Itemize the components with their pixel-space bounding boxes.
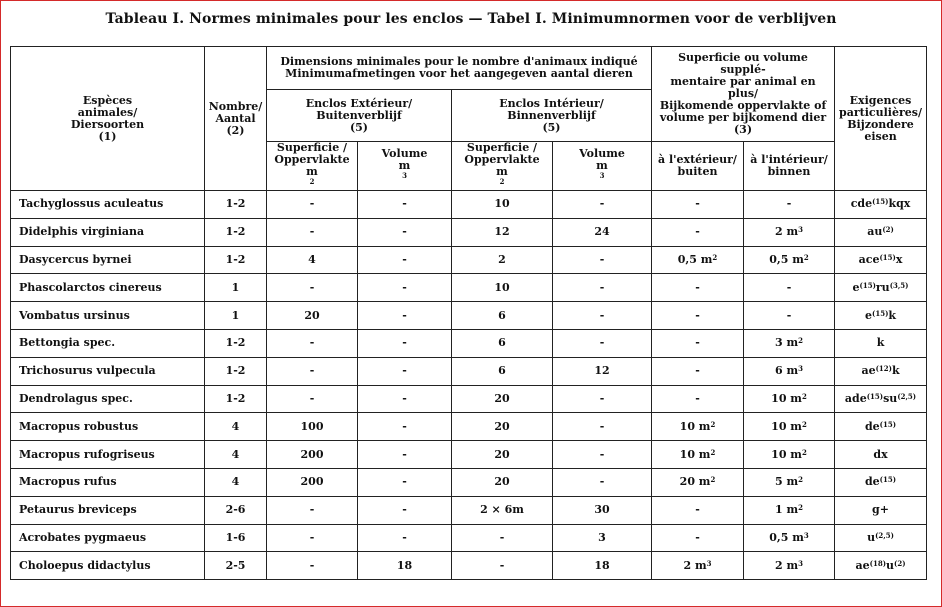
outdoor-volume-value: -: [358, 329, 452, 357]
species-name: Tachyglossus aculeatus: [11, 191, 205, 219]
animal-count: 1-2: [205, 246, 267, 274]
table-row: [11, 441, 927, 469]
indoor-volume-value: -: [553, 385, 652, 413]
outdoor-surface-value: 4: [267, 246, 358, 274]
animal-count: 1-2: [205, 329, 267, 357]
outdoor-volume-value: -: [358, 274, 452, 302]
requirements-code: k: [835, 329, 927, 357]
outdoor-surface-value: -: [267, 496, 358, 524]
indoor-surface-value: -: [452, 552, 553, 580]
indoor-volume-value: -: [553, 191, 652, 219]
outdoor-surface-value: -: [267, 329, 358, 357]
table-row: [11, 552, 927, 580]
extra-inside-value: 10 $m^2$: [744, 385, 835, 413]
header-requirements: Exigences particulières/ Bijzondere eisen: [835, 47, 927, 191]
table-row: [11, 357, 927, 385]
table-row: [11, 468, 927, 496]
outdoor-surface-value: -: [267, 385, 358, 413]
indoor-surface-value: 20: [452, 385, 553, 413]
extra-inside-value: -: [744, 302, 835, 330]
outdoor-surface-value: -: [267, 524, 358, 552]
indoor-volume-value: 24: [553, 218, 652, 246]
requirements-code: de$^{(15)}$: [835, 468, 927, 496]
requirements-code: ae$^{(12)}$k: [835, 357, 927, 385]
requirements-code: ace$^{(15)}$x: [835, 246, 927, 274]
animal-count: 2-5: [205, 552, 267, 580]
header-species: Espèces animales/ Diersoorten (1): [11, 47, 205, 191]
animal-count: 1-2: [205, 357, 267, 385]
outdoor-surface-value: 100: [267, 413, 358, 441]
indoor-volume-value: -: [553, 302, 652, 330]
animal-count: 1-6: [205, 524, 267, 552]
animal-count: 1: [205, 274, 267, 302]
table-row: [11, 385, 927, 413]
indoor-surface-value: 20: [452, 441, 553, 469]
header-outdoor-surface: Superficie / Oppervlakte m $^2$: [267, 142, 358, 191]
table-row: [11, 496, 927, 524]
species-name: Vombatus ursinus: [11, 302, 205, 330]
indoor-surface-value: 12: [452, 218, 553, 246]
header-count: Nombre/ Aantal (2): [205, 47, 267, 191]
extra-outside-value: 10 $m^2$: [652, 441, 744, 469]
species-name: Dasycercus byrnei: [11, 246, 205, 274]
table-row: [11, 246, 927, 274]
requirements-code: ae$^{(18)}$u$^{(2)}$: [835, 552, 927, 580]
indoor-volume-value: 18: [553, 552, 652, 580]
extra-inside-value: 5 $m^2$: [744, 468, 835, 496]
header-extra-per-animal: Superficie ou volume supplé- mentaire par animal en plus/ Bijkomende oppervlakte of volume per bijkomend dier (3): [652, 47, 835, 142]
species-name: Macropus rufus: [11, 468, 205, 496]
indoor-volume-value: 3: [553, 524, 652, 552]
header-extra-outside: à l'extérieur/ buiten: [652, 142, 744, 191]
animal-count: 1-2: [205, 218, 267, 246]
outdoor-volume-value: -: [358, 191, 452, 219]
indoor-volume-value: 12: [553, 357, 652, 385]
indoor-surface-value: 10: [452, 274, 553, 302]
table-row: [11, 524, 927, 552]
requirements-code: ade$^{(15)}$su$^{(2,5)}$: [835, 385, 927, 413]
species-name: Dendrolagus spec.: [11, 385, 205, 413]
extra-inside-value: -: [744, 191, 835, 219]
outdoor-volume-value: -: [358, 218, 452, 246]
extra-outside-value: -: [652, 496, 744, 524]
header-extra-inside: à l'intérieur/ binnen: [744, 142, 835, 191]
table-row: [11, 413, 927, 441]
outdoor-volume-value: -: [358, 496, 452, 524]
indoor-surface-value: 20: [452, 468, 553, 496]
requirements-code: g+: [835, 496, 927, 524]
extra-inside-value: 1 $m^2$: [744, 496, 835, 524]
animal-count: 2-6: [205, 496, 267, 524]
table-row: [11, 218, 927, 246]
extra-inside-value: -: [744, 274, 835, 302]
requirements-code: au$^{(2)}$: [835, 218, 927, 246]
table-row: [11, 329, 927, 357]
extra-inside-value: 10 $m^2$: [744, 413, 835, 441]
indoor-volume-value: 30: [553, 496, 652, 524]
outdoor-volume-value: -: [358, 413, 452, 441]
species-name: Macropus robustus: [11, 413, 205, 441]
species-name: Bettongia spec.: [11, 329, 205, 357]
animal-count: 4: [205, 413, 267, 441]
indoor-surface-value: -: [452, 524, 553, 552]
requirements-code: u$^{(2,5)}$: [835, 524, 927, 552]
table-row: [11, 274, 927, 302]
extra-outside-value: -: [652, 385, 744, 413]
species-name: Didelphis virginiana: [11, 218, 205, 246]
indoor-volume-value: -: [553, 274, 652, 302]
outdoor-volume-value: -: [358, 246, 452, 274]
extra-inside-value: 3 $m^2$: [744, 329, 835, 357]
extra-outside-value: -: [652, 191, 744, 219]
indoor-volume-value: -: [553, 246, 652, 274]
species-name: Macropus rufogriseus: [11, 441, 205, 469]
requirements-code: cde$^{(15)}$kqx: [835, 191, 927, 219]
extra-outside-value: -: [652, 302, 744, 330]
outdoor-volume-value: -: [358, 385, 452, 413]
indoor-volume-value: -: [553, 441, 652, 469]
header-indoor-volume: Volume m $^3$: [553, 142, 652, 191]
header-indoor-enclosure: Enclos Intérieur/ Binnenverblijf (5): [452, 90, 652, 142]
indoor-surface-value: 20: [452, 413, 553, 441]
extra-outside-value: -: [652, 524, 744, 552]
indoor-volume-value: -: [553, 329, 652, 357]
header-indoor-surface: Superficie / Oppervlakte m $^2$: [452, 142, 553, 191]
outdoor-volume-value: -: [358, 468, 452, 496]
extra-inside-value: 10 $m^2$: [744, 441, 835, 469]
extra-inside-value: 6 $m^3$: [744, 357, 835, 385]
outdoor-surface-value: 200: [267, 441, 358, 469]
requirements-code: e$^{(15)}$ru$^{(3,5)}$: [835, 274, 927, 302]
header-outdoor-volume: Volume m $^3$: [358, 142, 452, 191]
requirements-code: e$^{(15)}$k: [835, 302, 927, 330]
outdoor-surface-value: -: [267, 552, 358, 580]
indoor-surface-value: 6: [452, 302, 553, 330]
extra-outside-value: 0,5 $m^2$: [652, 246, 744, 274]
species-name: Trichosurus vulpecula: [11, 357, 205, 385]
extra-outside-value: 10 $m^2$: [652, 413, 744, 441]
outdoor-surface-value: 200: [267, 468, 358, 496]
table-title: Tableau I. Normes minimales pour les enclos — Tabel I. Minimumnormen voor de verblijven: [105, 11, 837, 27]
indoor-surface-value: 2 × 6m: [452, 496, 553, 524]
extra-inside-value: 0,5 $m^2$: [744, 246, 835, 274]
outdoor-surface-value: -: [267, 191, 358, 219]
extra-inside-value: 2 $m^3$: [744, 218, 835, 246]
table-row: [11, 191, 927, 219]
species-name: Acrobates pygmaeus: [11, 524, 205, 552]
outdoor-surface-value: 20: [267, 302, 358, 330]
indoor-volume-value: -: [553, 468, 652, 496]
extra-outside-value: 20 $m^2$: [652, 468, 744, 496]
outdoor-surface-value: -: [267, 218, 358, 246]
outdoor-volume-value: -: [358, 302, 452, 330]
extra-outside-value: -: [652, 329, 744, 357]
table-body: [11, 191, 927, 580]
extra-outside-value: 2 $m^3$: [652, 552, 744, 580]
animal-count: 4: [205, 441, 267, 469]
species-name: Phascolarctos cinereus: [11, 274, 205, 302]
requirements-code: de$^{(15)}$: [835, 413, 927, 441]
indoor-volume-value: -: [553, 413, 652, 441]
outdoor-surface-value: -: [267, 357, 358, 385]
animal-count: 1-2: [205, 385, 267, 413]
header-dimensions: Dimensions minimales pour le nombre d'animaux indiqué Minimumafmetingen voor het aangegeven aantal dieren: [267, 47, 652, 90]
indoor-surface-value: 10: [452, 191, 553, 219]
animal-count: 1: [205, 302, 267, 330]
requirements-code: dx: [835, 441, 927, 469]
extra-outside-value: -: [652, 218, 744, 246]
outdoor-volume-value: 18: [358, 552, 452, 580]
header-outdoor-enclosure: Enclos Extérieur/ Buitenverblijf (5): [267, 90, 452, 142]
indoor-surface-value: 2: [452, 246, 553, 274]
outdoor-volume-value: -: [358, 524, 452, 552]
indoor-surface-value: 6: [452, 329, 553, 357]
enclosure-norms-table: [10, 46, 927, 580]
species-name: Petaurus breviceps: [11, 496, 205, 524]
outdoor-surface-value: -: [267, 274, 358, 302]
extra-outside-value: -: [652, 357, 744, 385]
outdoor-volume-value: -: [358, 357, 452, 385]
table-row: [11, 302, 927, 330]
indoor-surface-value: 6: [452, 357, 553, 385]
species-name: Choloepus didactylus: [11, 552, 205, 580]
extra-inside-value: 0,5 $m^3$: [744, 524, 835, 552]
extra-outside-value: -: [652, 274, 744, 302]
animal-count: 1-2: [205, 191, 267, 219]
animal-count: 4: [205, 468, 267, 496]
extra-inside-value: 2 $m^3$: [744, 552, 835, 580]
outdoor-volume-value: -: [358, 441, 452, 469]
